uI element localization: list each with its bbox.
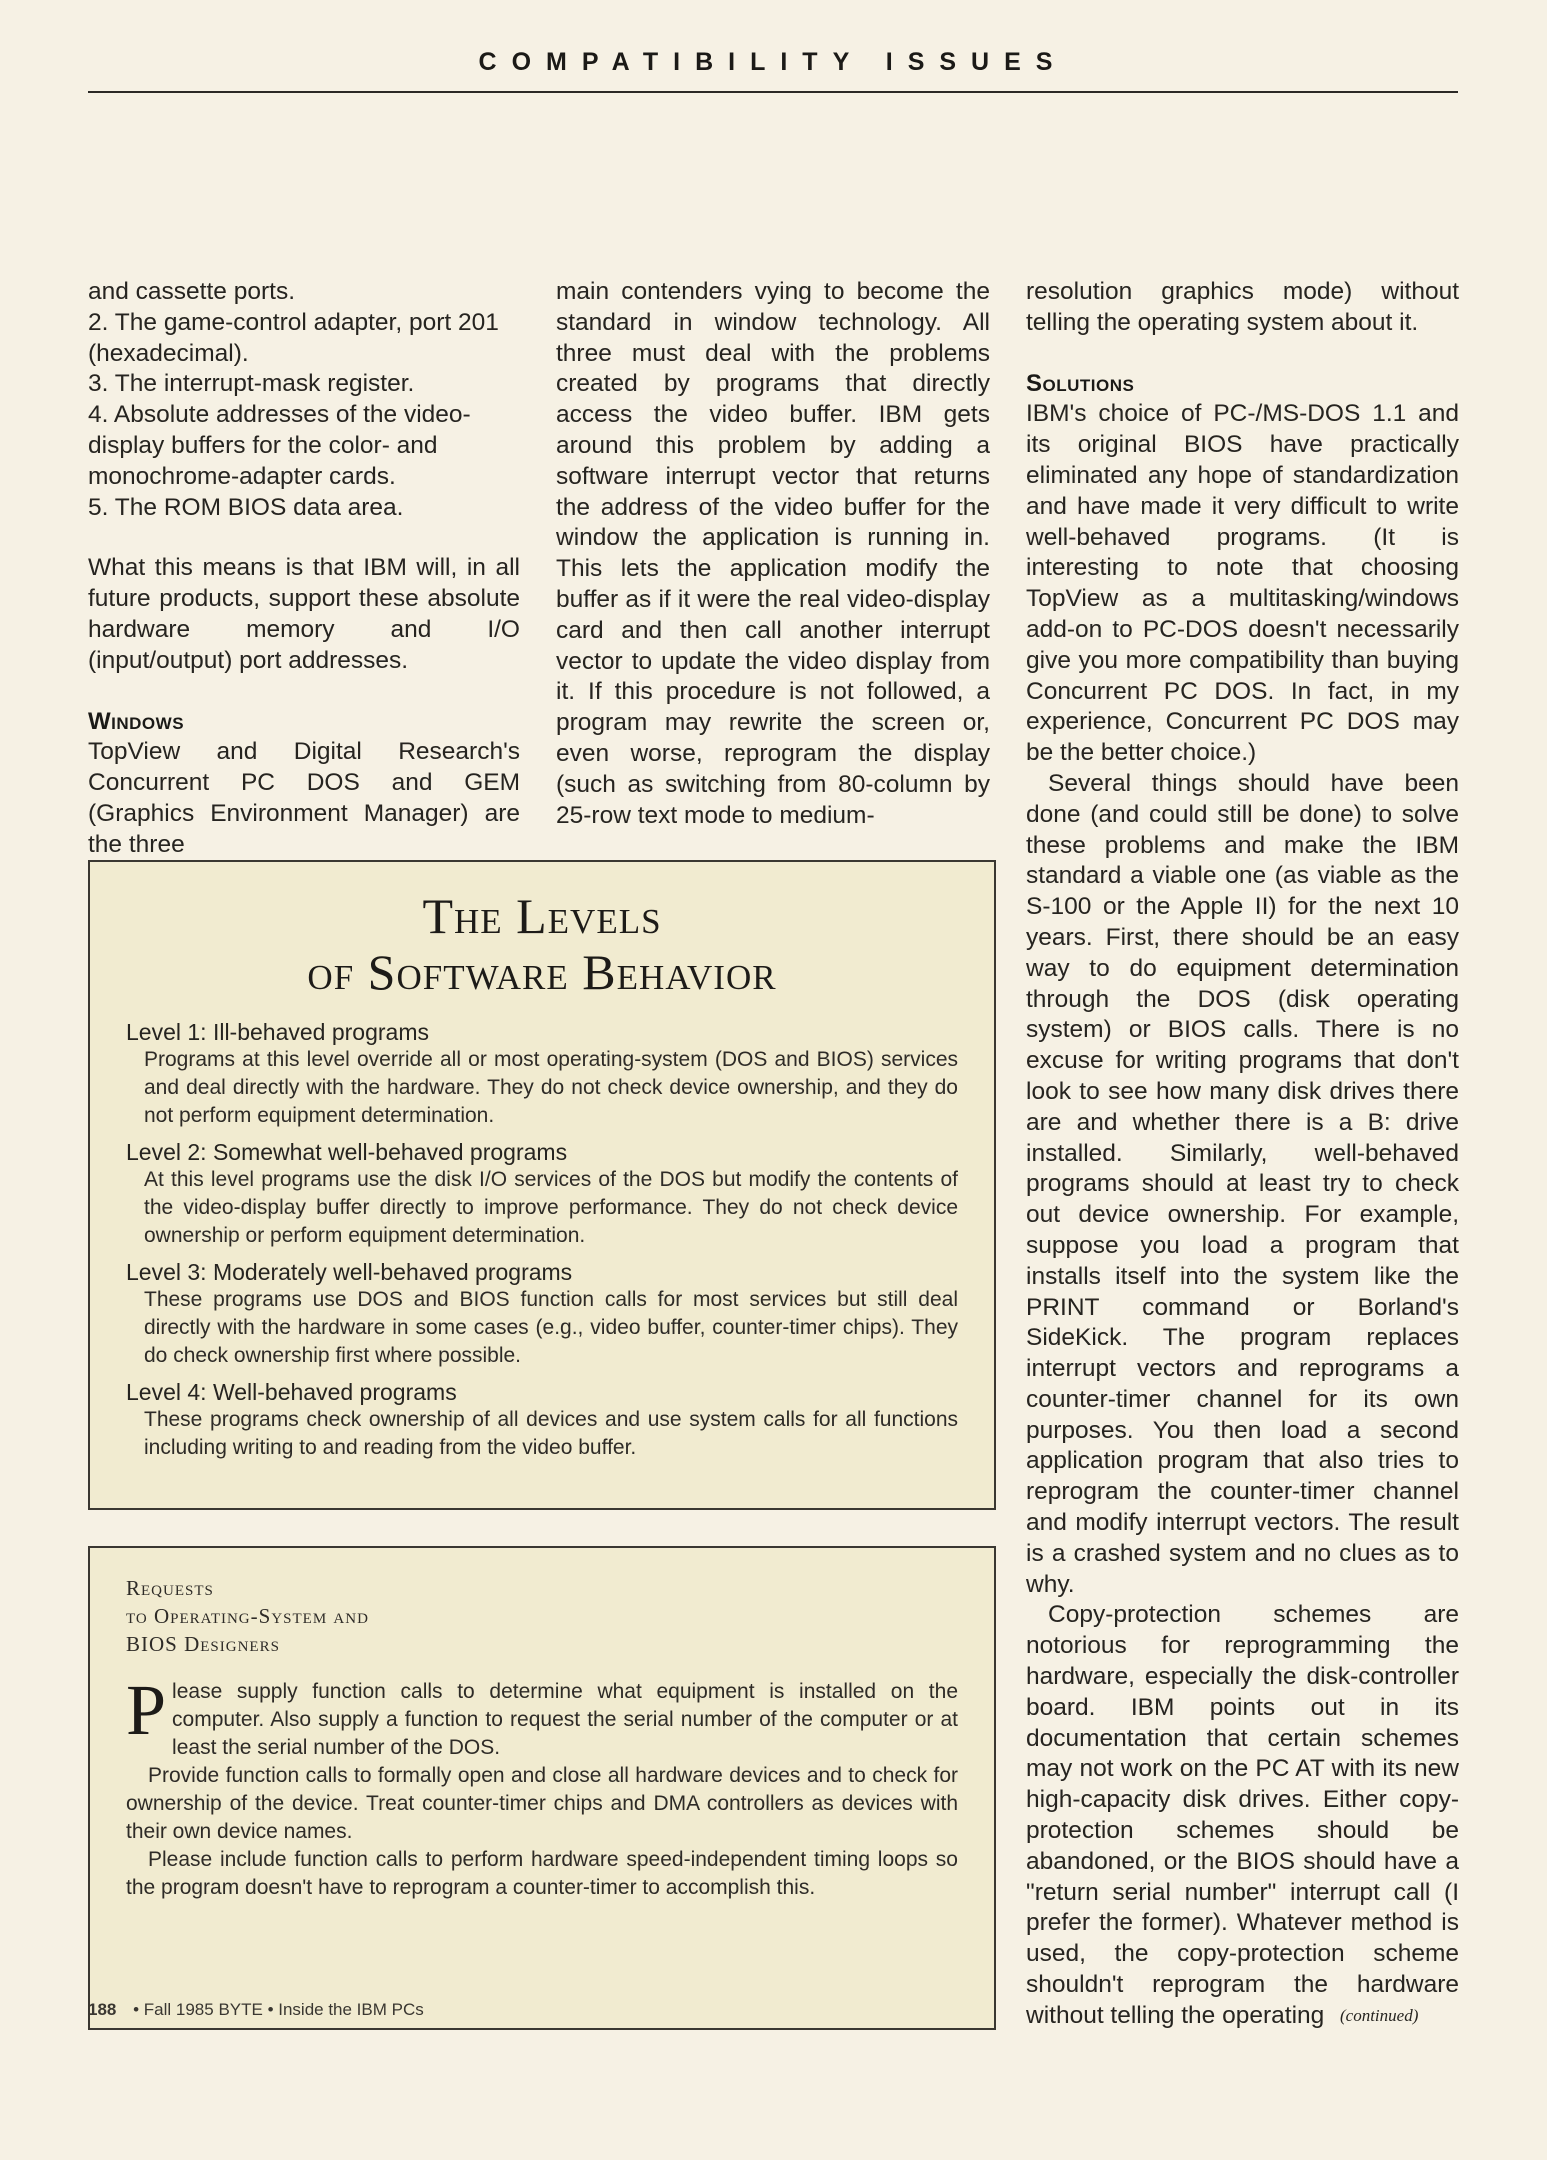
column-2 xyxy=(556,277,990,831)
list-line: 5. The ROM BIOS data area. xyxy=(88,493,404,521)
level-description: These programs check ownership of all devices and use system calls for all functions including writing to and reading from the video buffer. xyxy=(144,1408,958,1459)
requests-sidebar-box xyxy=(88,1546,996,2030)
paragraph: What this means is that IBM will, in all future products, support these absolute hardware memory and I/O (input/output) port addresses. xyxy=(88,554,520,674)
paragraph: Copy-protection schemes are notorious for reprogramming the hardware, especially the disk-controller board. IBM points out in its documentation that certain schemes may not work on the PC AT with its new high-capacity disk drives. Either copy-protection schemes should be abandoned, or the BIOS should have a "return serial number" interrupt call (I prefer the former). Whatever method is used, the copy-protection scheme shouldn't reprogram the hardware without telling the operating xyxy=(1026,1601,1459,2029)
level-description: These programs use DOS and BIOS function calls for most services but still deal directly with the hardware in some cases (e.g., video buffer, counter-timer chips). They do check ownership first where possible. xyxy=(144,1288,958,1367)
continued-note: (continued) xyxy=(1340,2006,1419,2025)
request-paragraph: Provide function calls to formally open and close all hardware devices and to check for ownership of the device. Treat counter-timer chips and DMA controllers as devices with their own device names. xyxy=(126,1764,958,1843)
level-item xyxy=(126,1018,958,1130)
request-paragraph: Please include function calls to perform hardware speed-independent timing loops so the program doesn't have to reprogram a counter-timer to accomplish this. xyxy=(126,1848,958,1899)
level-title: Level 2: Somewhat well-behaved programs xyxy=(126,1139,568,1165)
level-description: At this level programs use the disk I/O services of the DOS but modify the contents of the video-display buffer directly to improve performance. They do not check device ownership or perform equipment determination. xyxy=(144,1168,958,1247)
section-heading-solutions: Solutions xyxy=(1026,369,1135,397)
level-title: Level 1: Ill-behaved programs xyxy=(126,1019,429,1045)
levels-box-title: The Levels xyxy=(422,888,662,944)
level-description: Programs at this level override all or most operating-system (DOS and BIOS) services and deal directly with the hardware. They do not check device ownership, and they do not perform equipment determination. xyxy=(144,1048,958,1127)
list-line: and cassette ports. xyxy=(88,278,296,305)
requests-box-title: Requests xyxy=(126,1576,214,1600)
list-line: 4. Absolute addresses of the video-display buffers for the color- and monochrome-adapter cards. xyxy=(88,401,471,490)
requests-box-title: BIOS Designers xyxy=(126,1632,280,1656)
level-title: Level 4: Well-behaved programs xyxy=(126,1379,457,1405)
running-header: COMPATIBILITY ISSUES xyxy=(478,48,1068,76)
section-heading-windows: Windows xyxy=(88,707,185,735)
column-3 xyxy=(1026,277,1459,2032)
paragraph: resolution graphics mode) without telling the operating system about it. xyxy=(1026,278,1459,336)
drop-cap: P xyxy=(126,1670,167,1750)
paragraph: TopView and Digital Research's Concurrent PC DOS and GEM (Graphics Environment Manager) are the three xyxy=(88,738,520,858)
levels-box-title: of Software Behavior xyxy=(307,944,777,1000)
level-item xyxy=(126,1258,958,1370)
page-number: 188 xyxy=(88,2000,117,2019)
requests-box-title: to Operating-System and xyxy=(126,1604,369,1628)
paragraph: Several things should have been done (and could still be done) to solve these problems and make the IBM standard a viable one (as viable as the S-100 or the Apple II) for the next 10 years. First, there should be an easy way to do equipment determination through the DOS (disk operating system) or BIOS calls. There is no excuse for writing programs that don't look to see how many disk drives there are and whether there is a B: drive installed. Similarly, well-behaved programs should at least try to check out device ownership. For example, suppose you load a program that installs itself into the system like the PRINT command or Borland's SideKick. The program replaces interrupt vectors and reprograms a counter-timer channel for its own purposes. You then load a second application program that also tries to reprogram the counter-timer channel and modify interrupt vectors. The result is a crashed system and no clues as to why. xyxy=(1026,769,1459,1598)
paragraph: main contenders vying to become the standard in window technology. All three must deal with the problems created by programs that directly access the video buffer. IBM gets around this problem by adding a software interrupt vector that returns the address of the video buffer for the window the application is running in. This lets the application modify the buffer as if it were the real video-display card and then call another interrupt vector to update the video display from it. If this procedure is not followed, a program may rewrite the screen or, even worse, reprogram the display (such as switching from 80-column by 25-row text mode to medium- xyxy=(556,278,990,829)
levels-sidebar-box xyxy=(88,860,996,1510)
level-title: Level 3: Moderately well-behaved programs xyxy=(126,1259,573,1285)
column-1 xyxy=(88,277,520,861)
request-paragraph xyxy=(126,1670,958,1762)
header-rule xyxy=(88,91,1458,93)
request-text: lease supply function calls to determine what equipment is installed on the computer. Also supply a function to request the serial number of the computer or at least the serial number of the DOS. xyxy=(172,1680,958,1759)
paragraph: IBM's choice of PC-/MS-DOS 1.1 and its original BIOS have practically eliminated any hope of standardization and have made it very difficult to write well-behaved programs. (It is interesting to note that choosing TopView as a multitasking/windows add-on to PC-DOS doesn't necessarily give you more compatibility than buying Concurrent PC DOS. In fact, in my experience, Concurrent PC DOS may be the better choice.) xyxy=(1026,400,1459,767)
list-line: 3. The interrupt-mask register. xyxy=(88,370,415,398)
page-footer xyxy=(88,2000,424,2020)
list-line: 2. The game-control adapter, port 201 (hexadecimal). xyxy=(88,308,499,367)
level-item xyxy=(126,1138,958,1250)
footer-text: • Fall 1985 BYTE • Inside the IBM PCs xyxy=(133,2000,424,2019)
level-item xyxy=(126,1378,958,1462)
